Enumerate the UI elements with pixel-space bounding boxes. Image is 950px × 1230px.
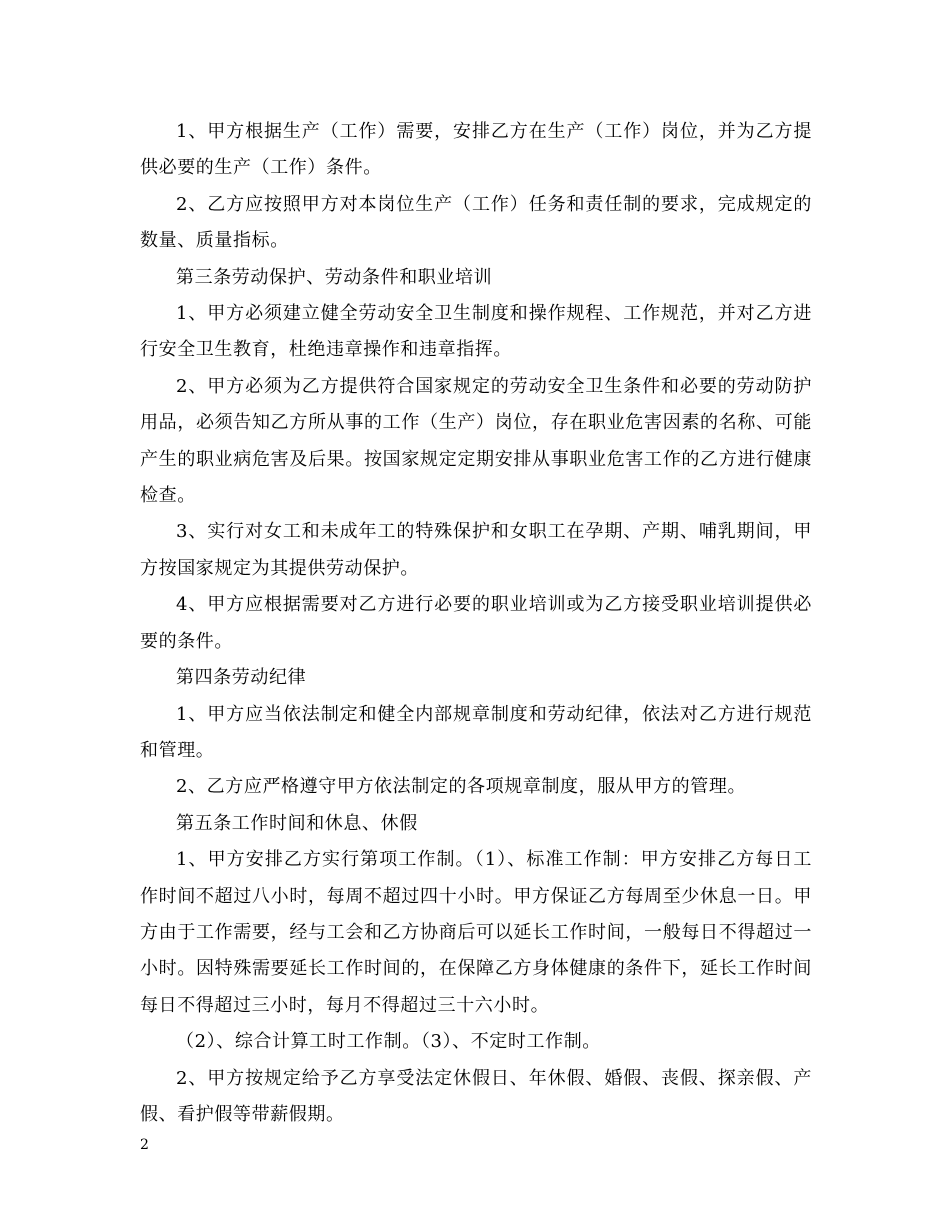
- paragraph-11: 2、甲方按规定给予乙方享受法定休假日、年休假、婚假、丧假、探亲假、产假、看护假等带薪假期。: [140, 1067, 812, 1125]
- paragraph-8: 2、乙方应严格遵守甲方依法制定的各项规章制度，服从甲方的管理。: [176, 776, 747, 798]
- document-body: [140, 114, 812, 1133]
- paragraph-1: 1、甲方根据生产（工作）需要，安排乙方在生产（工作）岗位，并为乙方提供必要的生产（工作）条件。: [140, 121, 812, 179]
- page-number: 2: [140, 1137, 149, 1153]
- paragraph-7: 1、甲方应当依法制定和健全内部规章制度和劳动纪律，依法对乙方进行规范和管理。: [140, 703, 812, 761]
- paragraph-9: 1、甲方安排乙方实行第项工作制。（1）、标准工作制：甲方安排乙方每日工作时间不超过八小时，每周不超过四十小时。甲方保证乙方每周至少休息一日。甲方由于工作需要，经与工会和乙方协商后可以延长工作时间，一般每日不得超过一小时。因特殊需要延长工作时间的，在保障乙方身体健康的条件下，延长工作时间每日不得超过三小时，每月不得超过三十六小时。: [140, 849, 812, 1016]
- section-heading-article-4: 第四条劳动纪律: [176, 667, 307, 689]
- paragraph-6: 4、甲方应根据需要对乙方进行必要的职业培训或为乙方接受职业培训提供必要的条件。: [140, 594, 812, 652]
- paragraph-3: 1、甲方必须建立健全劳动安全卫生制度和操作规程、工作规范，并对乙方进行安全卫生教育，杜绝违章操作和违章指挥。: [140, 303, 812, 361]
- paragraph-5: 3、实行对女工和未成年工的特殊保护和女职工在孕期、产期、哺乳期间，甲方按国家规定为其提供劳动保护。: [140, 521, 812, 579]
- section-heading-article-5: 第五条工作时间和休息、休假: [176, 812, 418, 834]
- paragraph-2: 2、乙方应按照甲方对本岗位生产（工作）任务和责任制的要求，完成规定的数量、质量指标。: [140, 193, 812, 252]
- section-heading-article-3: 第三条劳动保护、劳动条件和职业培训: [176, 266, 493, 288]
- paragraph-10: （2）、综合计算工时工作制。（3）、不定时工作制。: [176, 1031, 601, 1053]
- paragraph-4: 2、甲方必须为乙方提供符合国家规定的劳动安全卫生条件和必要的劳动防护用品，必须告知乙方所从事的工作（生产）岗位，存在职业危害因素的名称、可能产生的职业病危害及后果。按国家规定定期安排从事职业危害工作的乙方进行健康检查。: [140, 375, 812, 507]
